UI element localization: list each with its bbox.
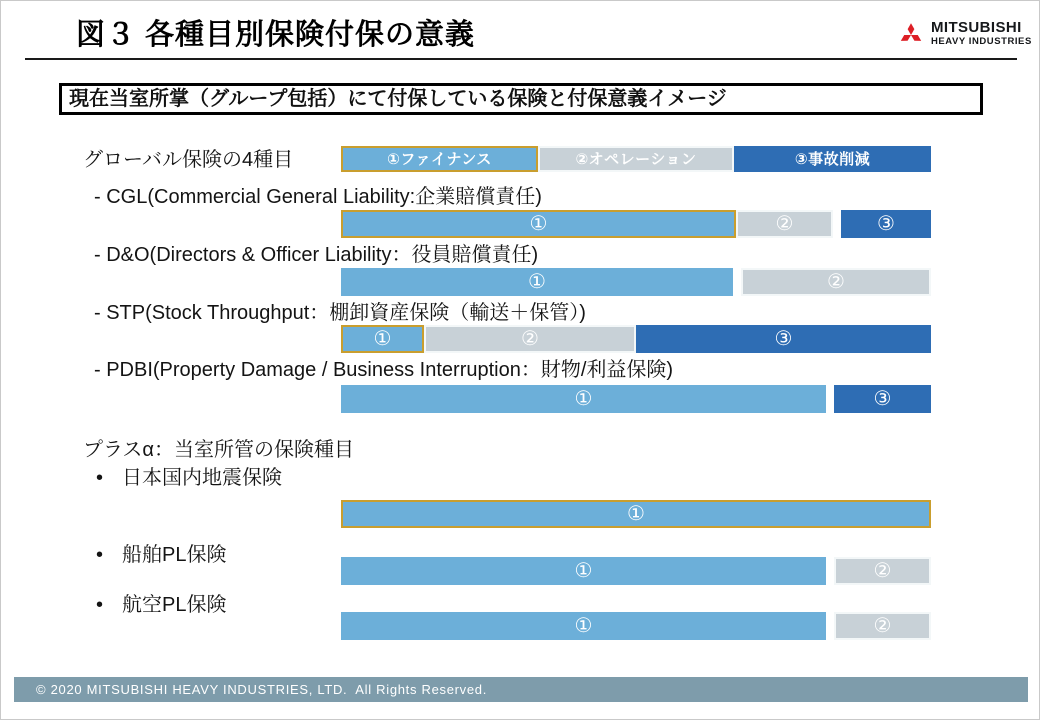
marine-seg-finance: ① <box>341 557 826 585</box>
marine-seg-operation: ② <box>834 557 931 585</box>
legend-label: グローバル保険の4種目 <box>83 149 294 171</box>
stp-seg-accident: ③ <box>636 325 931 353</box>
plus-alpha-heading: プラスα：当室所管の保険種目 <box>83 439 354 461</box>
bar-gap <box>826 385 834 413</box>
dno-seg-finance: ① <box>341 268 733 296</box>
aviation-seg-finance: ① <box>341 612 826 640</box>
earthquake-seg-finance: ① <box>341 500 931 528</box>
bullet-item-earthquake <box>96 465 282 491</box>
earthquake-bar <box>341 500 931 528</box>
mitsubishi-three-diamond-icon <box>897 19 925 47</box>
cgl-bar <box>341 210 931 238</box>
bullet-label: • 航空PL保険 <box>122 594 227 616</box>
legend-finance: ①ファイナンス <box>341 146 538 172</box>
dno-seg-operation: ② <box>741 268 931 296</box>
legend-operation: ②オペレーション <box>538 146 734 172</box>
dno-label: - D&O(Directors & Officer Liability：役員賠償責任) <box>94 244 539 266</box>
legend-accident-reduction: ③事故削減 <box>734 146 931 172</box>
bar-gap <box>826 557 834 585</box>
cgl-seg-finance: ① <box>341 210 736 238</box>
bullet-item-marine-pl <box>96 542 226 568</box>
bar-gap <box>826 612 834 640</box>
bar-gap <box>733 268 741 296</box>
marine-pl-bar <box>341 557 931 585</box>
logo-text <box>931 20 1032 47</box>
pdbi-seg-accident: ③ <box>834 385 931 413</box>
header-banner: 現在当室所掌（グループ包括）にて付保している保険と付保意義イメージ <box>59 83 983 115</box>
cgl-seg-operation: ② <box>736 210 833 238</box>
stp-seg-finance: ① <box>341 325 424 353</box>
bar-gap <box>833 210 841 238</box>
pdbi-label: - PDBI(Property Damage / Business Interruption：財物/利益保険) <box>94 359 674 381</box>
aviation-seg-operation: ② <box>834 612 931 640</box>
aviation-pl-bar <box>341 612 931 640</box>
copyright-footer: © 2020 MITSUBISHI HEAVY INDUSTRIES, LTD. All Rights Reserved. <box>14 677 1028 702</box>
logo-brand: MITSUBISHI <box>931 18 1022 36</box>
stp-label: - STP(Stock Throughput：棚卸資産保険（輸送＋保管）) <box>94 302 586 324</box>
bullet-label: • 船舶PL保険 <box>122 544 227 566</box>
dno-bar <box>341 268 931 296</box>
legend-bar <box>341 146 931 172</box>
logo-subname: HEAVY INDUSTRIES <box>931 35 1032 47</box>
title-divider <box>25 58 1017 60</box>
bullet-item-aviation-pl <box>96 592 226 618</box>
bullet-label: • 日本国内地震保険 <box>122 467 283 489</box>
stp-bar <box>341 325 931 353</box>
pdbi-seg-finance: ① <box>341 385 826 413</box>
page-title: 図３ 各種目別保険付保の意義 <box>76 19 476 51</box>
pdbi-bar <box>341 385 931 413</box>
stp-seg-operation: ② <box>424 325 636 353</box>
cgl-label: - CGL(Commercial General Liability:企業賠償責任) <box>94 186 542 208</box>
cgl-seg-accident: ③ <box>841 210 931 238</box>
company-logo <box>897 19 1032 47</box>
